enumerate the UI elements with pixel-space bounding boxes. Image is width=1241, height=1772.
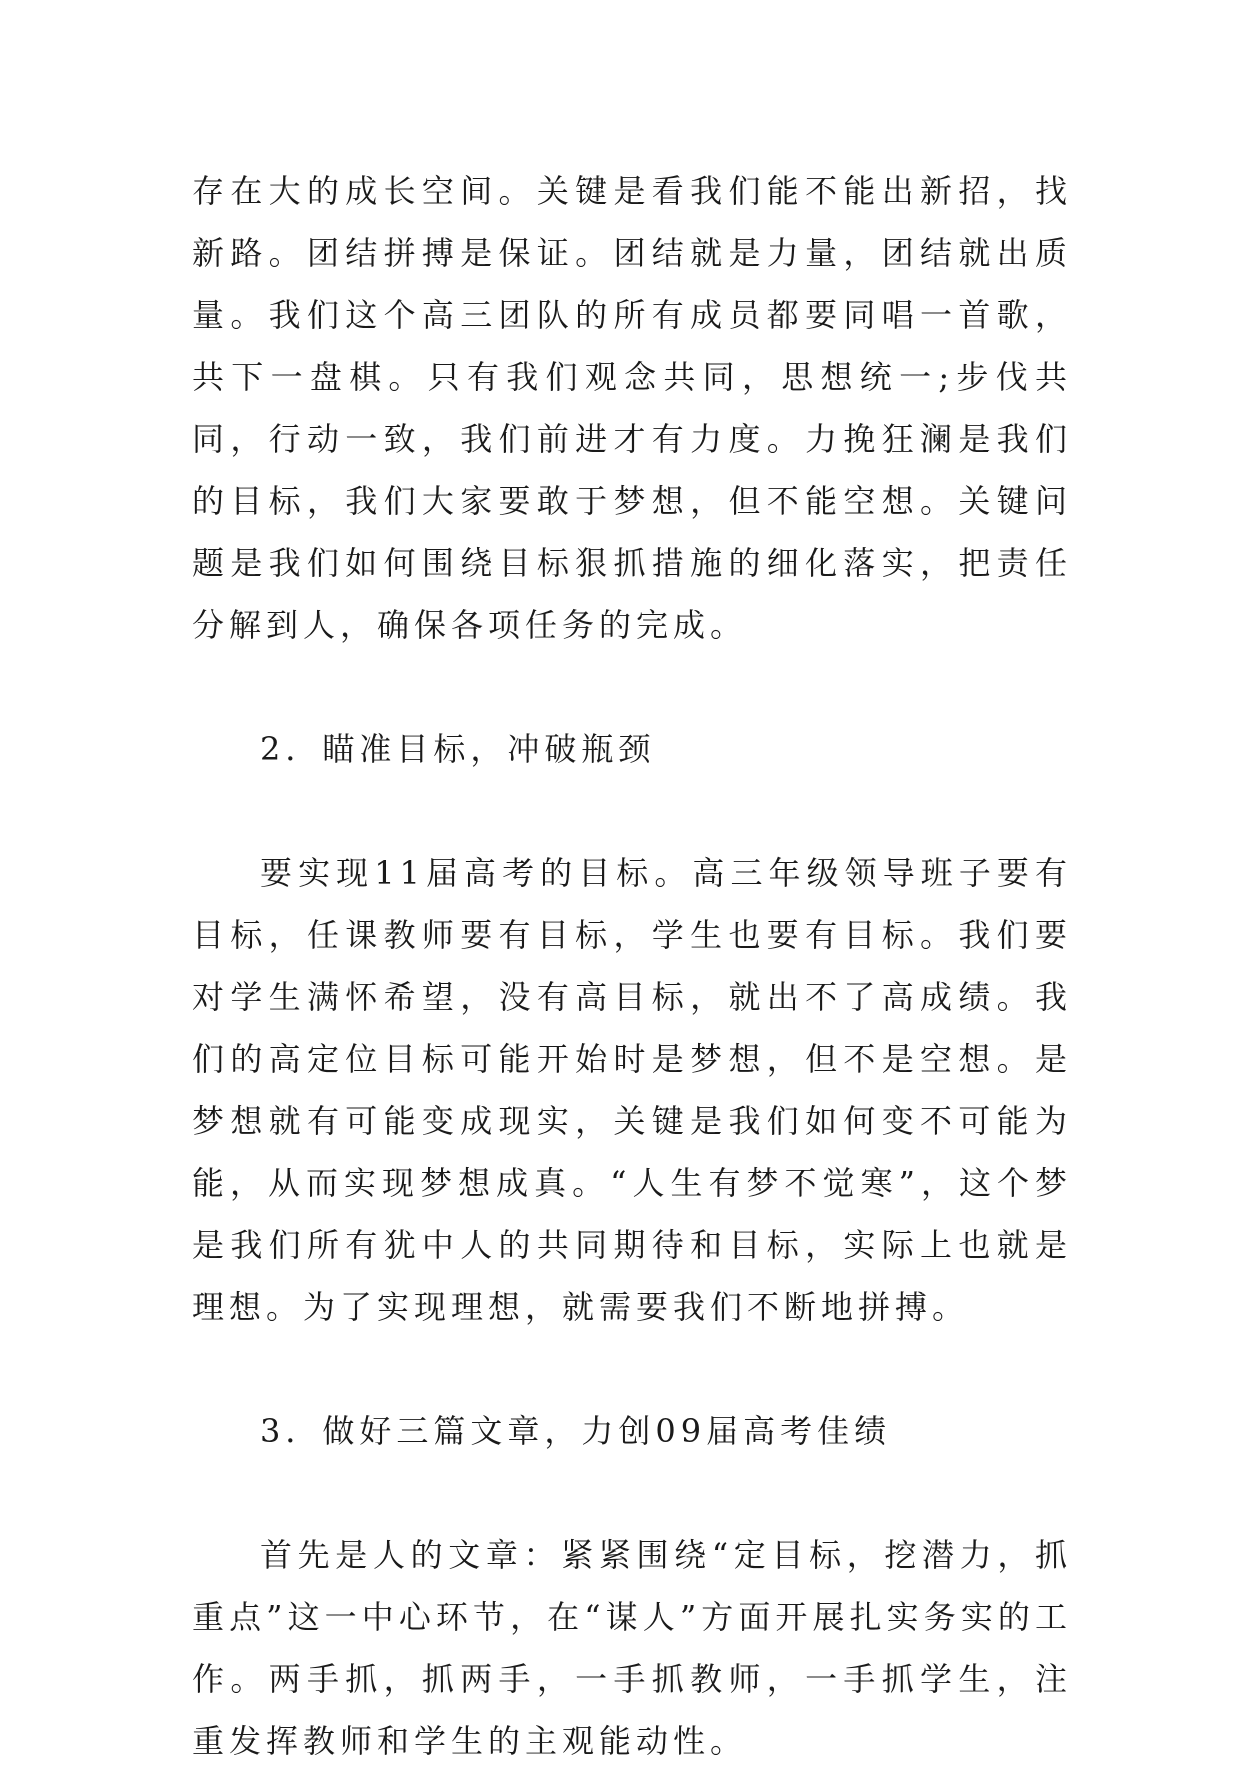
paragraph-spacer <box>192 656 1072 718</box>
paragraph-goals: 要实现11届高考的目标。高三年级领导班子要有目标，任课教师要有目标，学生也要有目标。我们要对学生满怀希望，没有高目标，就出不了高成绩。我们的高定位目标可能开始时是梦想，但不是空想。是梦想就有可能变成现实，关键是我们如何变不可能为能，从而实现梦想成真。“人生有梦不觉寒”，这个梦是我们所有犹中人的共同期待和目标，实际上也就是理想。为了实现理想，就需要我们不断地拼搏。 <box>192 854 1072 1326</box>
paragraph-spacer <box>192 780 1072 842</box>
section-heading-3: 3．做好三篇文章，力创09届高考佳绩 <box>260 1412 892 1450</box>
section-heading-2: 2．瞄准目标，冲破瓶颈 <box>260 730 656 768</box>
paragraph-spacer <box>192 1338 1072 1400</box>
paragraph-people: 首先是人的文章：紧紧围绕“定目标，挖潜力，抓重点”这一中心环节，在“谋人”方面开展扎实务实的工作。两手抓，抓两手，一手抓教师，一手抓学生，注重发挥教师和学生的主观能动性。 <box>192 1536 1072 1760</box>
paragraph-team-unity: 存在大的成长空间。关键是看我们能不能出新招，找新路。团结拼搏是保证。团结就是力量，团结就出质量。我们这个高三团队的所有成员都要同唱一首歌，共下一盘棋。只有我们观念共同，思想统一;步伐共同，行动一致，我们前进才有力度。力挽狂澜是我们的目标，我们大家要敢于梦想，但不能空想。关键问题是我们如何围绕目标狠抓措施的细化落实，把责任分解到人，确保各项任务的完成。 <box>192 172 1072 644</box>
paragraph-spacer <box>192 1462 1072 1524</box>
document-body <box>192 160 1072 1772</box>
